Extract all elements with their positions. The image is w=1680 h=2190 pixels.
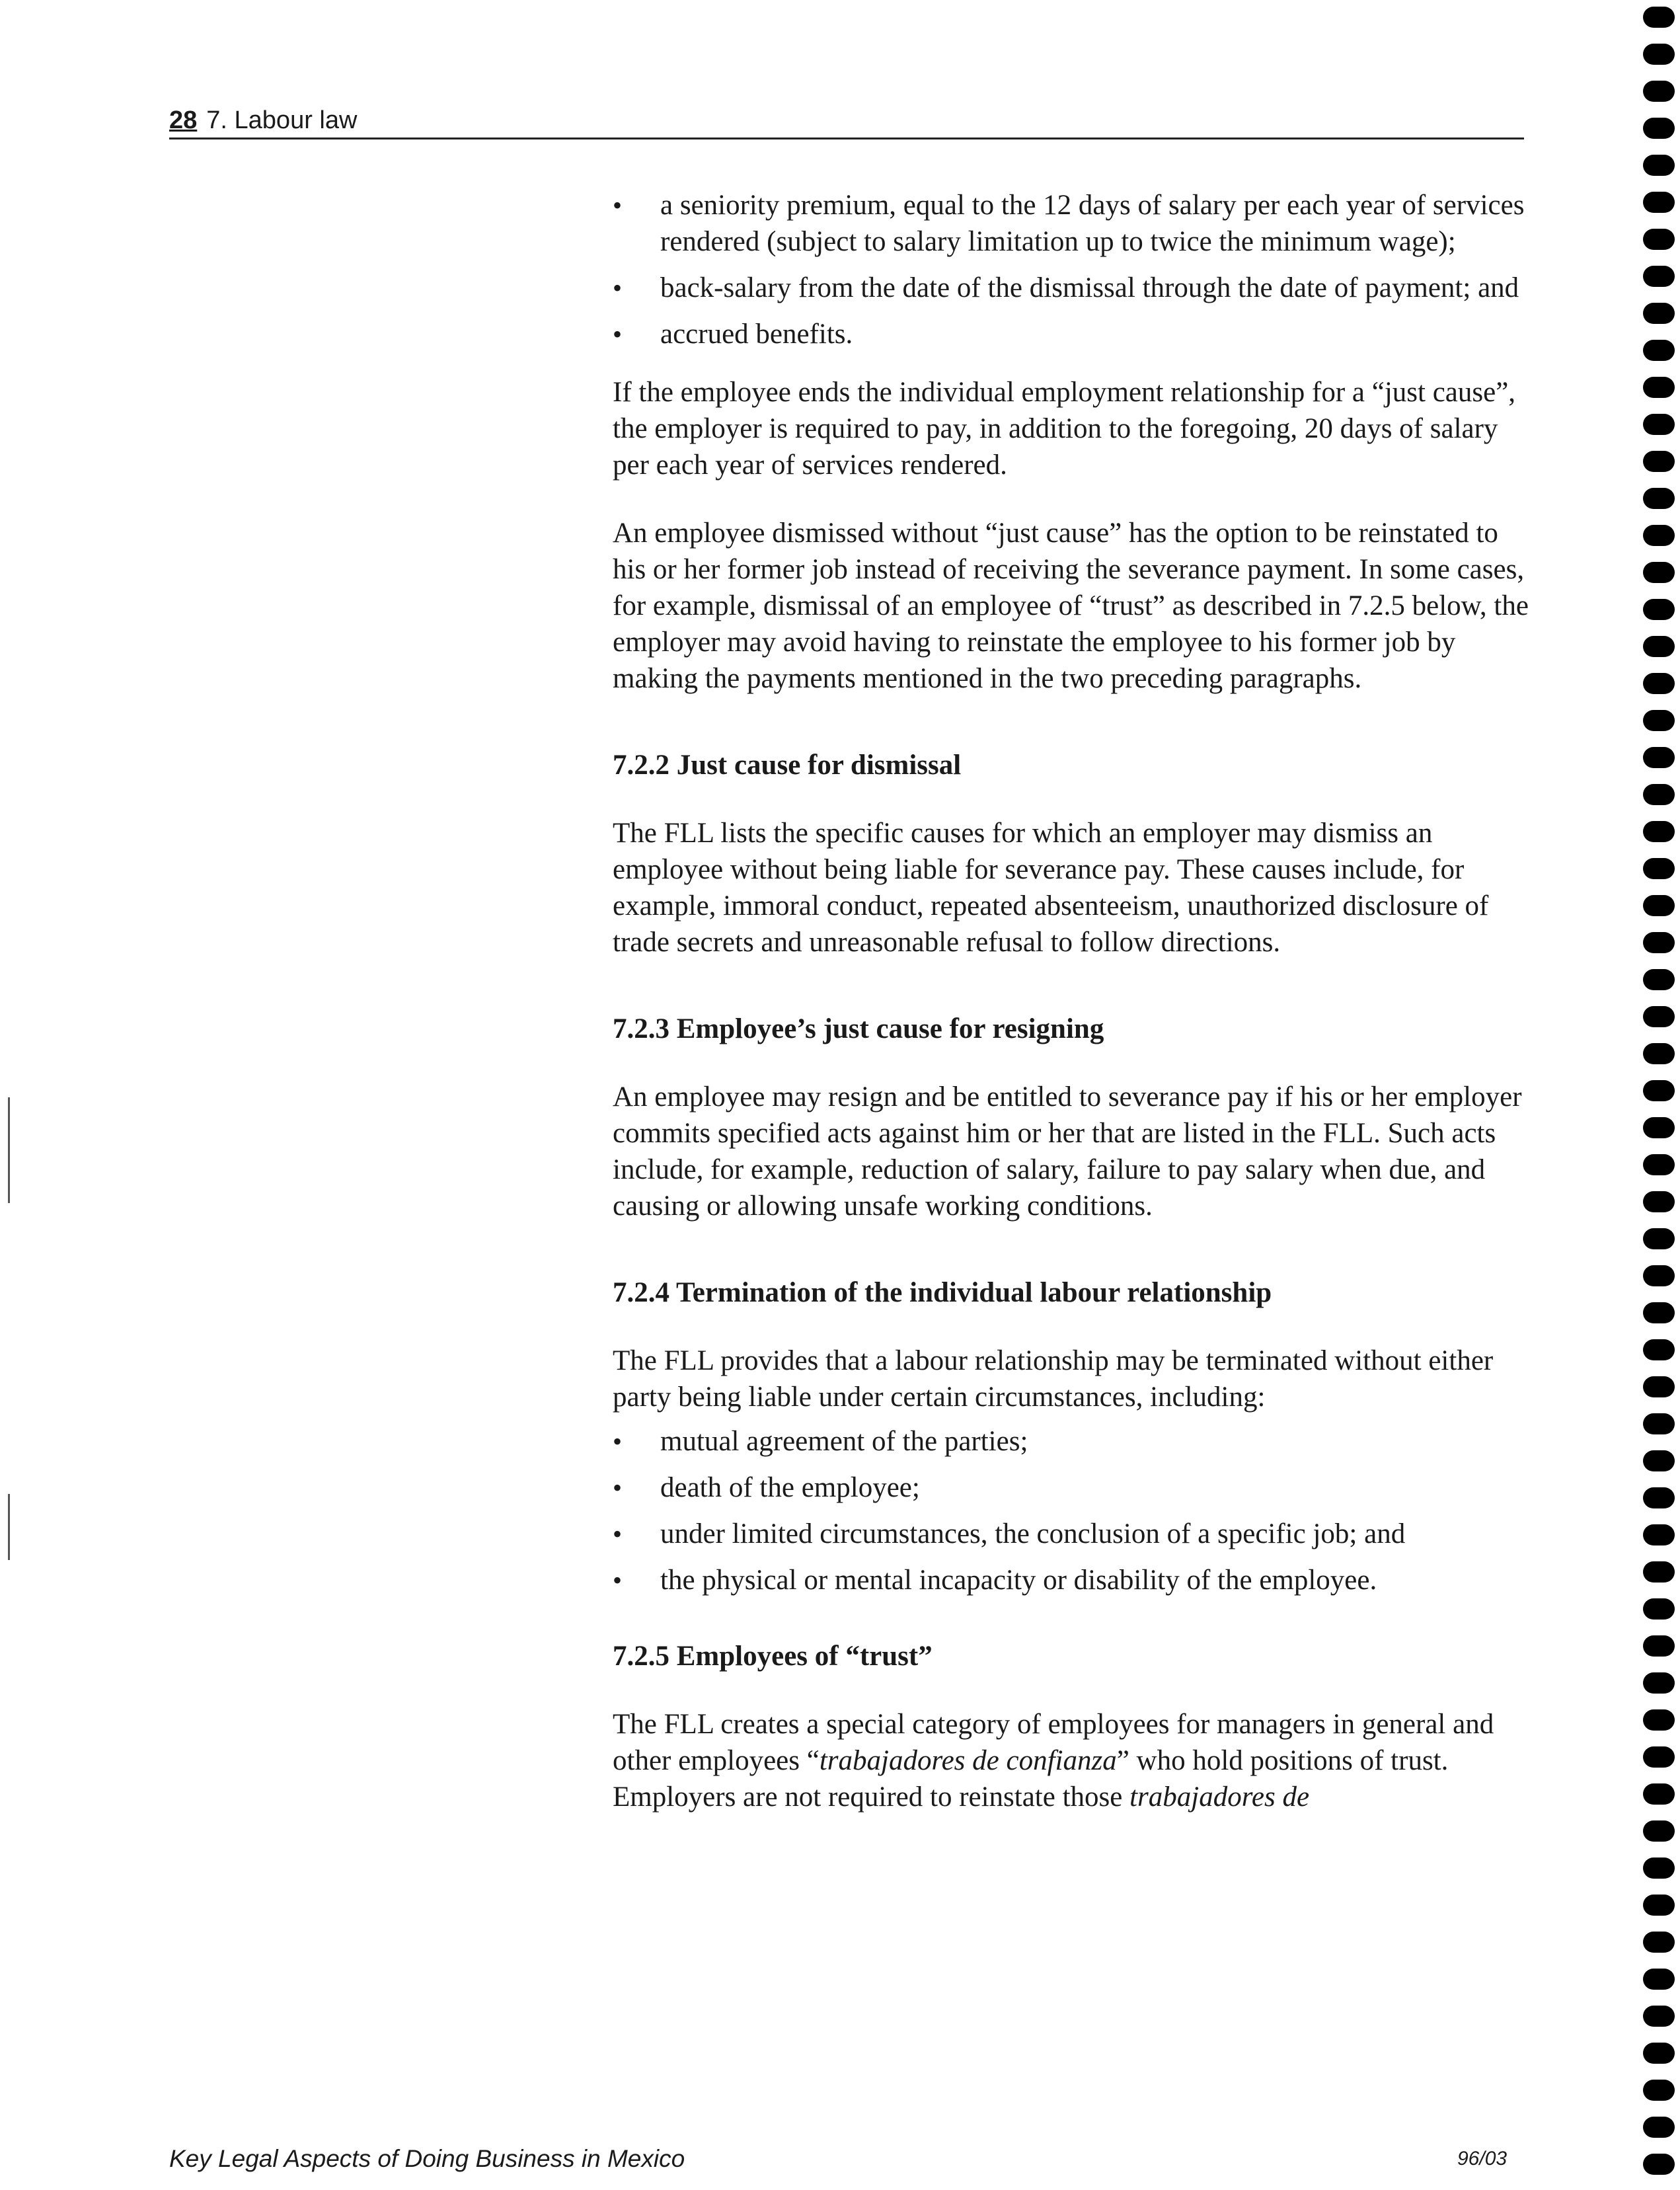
binding-hole	[1643, 118, 1675, 139]
heading-7-2-2: 7.2.2 Just cause for dismissal	[613, 750, 962, 781]
binding-hole	[1643, 7, 1675, 28]
binding-hole	[1643, 673, 1675, 694]
binding-hole	[1643, 1376, 1675, 1397]
binding-hole	[1643, 1265, 1675, 1286]
heading-7-2-4: 7.2.4 Termination of the individual labour relationship	[613, 1277, 1272, 1308]
paragraph-just-cause-employee: If the employee ends the individual employment relationship for a “just cause”, the employer is required to pay, in addition to the foregoing, 20 days of salary per each year of services rendered.	[613, 377, 1516, 481]
binding-hole	[1643, 1450, 1675, 1471]
list-item: • mutual agreement of the parties;	[613, 1423, 1538, 1460]
paragraph-7-2-3: An employee may resign and be entitled to severance pay if his or her employer commits specified acts against him or her that are listed in the FLL. Such acts include, for example, reduction of salary, failure to pay salary when due, and causing or allowing unsafe working conditions.	[613, 1081, 1522, 1222]
binding-hole	[1643, 266, 1675, 287]
binding-hole	[1643, 1635, 1675, 1657]
binding-hole	[1643, 192, 1675, 213]
binding-hole	[1643, 1487, 1675, 1508]
scan-mark	[8, 1097, 10, 1203]
binding-hole	[1643, 44, 1675, 65]
binding-hole	[1643, 1969, 1675, 1990]
severance-bullet-list	[613, 187, 1538, 352]
binding-hole	[1643, 710, 1675, 731]
binding-hole	[1643, 451, 1675, 472]
binding-hole	[1643, 1598, 1675, 1620]
binding-hole	[1643, 636, 1675, 657]
binding-hole	[1643, 1228, 1675, 1249]
binding-hole	[1643, 2154, 1675, 2175]
heading-7-2-5: 7.2.5 Employees of “trust”	[613, 1641, 933, 1672]
binding-hole	[1643, 895, 1675, 916]
binding-hole	[1643, 1524, 1675, 1545]
binding-hole	[1643, 1783, 1675, 1805]
binding-hole	[1643, 2043, 1675, 2064]
paragraph-7-2-5	[613, 1706, 1538, 1815]
binding-hole	[1643, 1117, 1675, 1138]
list-item: • back-salary from the date of the dismissal through the date of payment; and	[613, 270, 1538, 306]
italic-term: trabajadores de	[1129, 1781, 1310, 1813]
binding-hole	[1643, 2006, 1675, 2027]
binding-hole	[1643, 562, 1675, 583]
binding-hole	[1643, 229, 1675, 250]
binding-hole	[1643, 1339, 1675, 1360]
paragraph-7-2-2: The FLL lists the specific causes for which an employer may dismiss an employee without being liable for severance pay. These causes include, for example, immoral conduct, repeated absenteeism, unauthorized disclosure of trade secrets and unreasonable refusal to follow directions.	[613, 818, 1489, 958]
binding-hole	[1643, 1932, 1675, 1953]
list-item: • under limited circumstances, the conclusion of a specific job; and	[613, 1516, 1538, 1552]
binding-holes	[1643, 0, 1680, 2190]
binding-hole	[1643, 525, 1675, 546]
list-item: • the physical or mental incapacity or disability of the employee.	[613, 1562, 1538, 1598]
page-number: 28	[169, 106, 198, 134]
binding-hole	[1643, 340, 1675, 361]
binding-hole	[1643, 1672, 1675, 1694]
binding-hole	[1643, 1820, 1675, 1842]
binding-hole	[1643, 821, 1675, 842]
italic-term: trabajadores de confianza	[819, 1745, 1117, 1776]
page-header	[169, 106, 1524, 139]
binding-hole	[1643, 2080, 1675, 2101]
binding-hole	[1643, 1043, 1675, 1064]
binding-hole	[1643, 1413, 1675, 1434]
paragraph-reinstatement: An employee dismissed without “just cause” has the option to be reinstated to his or her former job instead of receiving the severance payment. In some cases, for example, dismissal of an employee of “trust” as described in 7.2.5 below, the employer may avoid having to reinstate the employee to his former job by making the payments mentioned in the two preceding paragraphs.	[613, 518, 1529, 694]
binding-hole	[1643, 81, 1675, 102]
binding-hole	[1643, 1895, 1675, 1916]
paragraph-7-2-4: The FLL provides that a labour relationship may be terminated without either party being liable under certain circumstances, including:	[613, 1345, 1494, 1413]
list-item: • death of the employee;	[613, 1469, 1538, 1506]
binding-hole	[1643, 2117, 1675, 2138]
binding-hole	[1643, 1561, 1675, 1583]
binding-hole	[1643, 1709, 1675, 1731]
binding-hole	[1643, 932, 1675, 953]
list-item: • a seniority premium, equal to the 12 days of salary per each year of services rendered (subject to salary limitation up to twice the minimum wage);	[613, 187, 1538, 260]
text-segment: ” who hold positions of trust. Employers are not required to reinstate those	[613, 1745, 1449, 1813]
binding-hole	[1643, 1858, 1675, 1879]
binding-hole	[1643, 1191, 1675, 1212]
binding-hole	[1643, 1302, 1675, 1323]
footer-title: Key Legal Aspects of Doing Business in Mexico	[169, 2145, 685, 2172]
binding-hole	[1643, 747, 1675, 768]
binding-hole	[1643, 1746, 1675, 1768]
page-body	[613, 187, 1538, 1815]
list-item: • accrued benefits.	[613, 316, 1538, 352]
binding-hole	[1643, 1080, 1675, 1101]
scan-mark	[8, 1494, 10, 1560]
chapter-title: 7. Labour law	[206, 106, 358, 134]
heading-7-2-3: 7.2.3 Employee’s just cause for resigning	[613, 1013, 1104, 1044]
binding-hole	[1643, 784, 1675, 805]
binding-hole	[1643, 414, 1675, 435]
binding-hole	[1643, 969, 1675, 990]
binding-hole	[1643, 1006, 1675, 1027]
binding-hole	[1643, 1154, 1675, 1175]
binding-hole	[1643, 377, 1675, 398]
text-segment: The FLL creates a special category of employees for managers in general and other employees “	[613, 1709, 1494, 1776]
binding-hole	[1643, 858, 1675, 879]
binding-hole	[1643, 488, 1675, 509]
footer-code: 96/03	[1457, 2148, 1508, 2170]
binding-hole	[1643, 155, 1675, 176]
binding-hole	[1643, 599, 1675, 620]
termination-bullet-list	[613, 1423, 1538, 1598]
binding-hole	[1643, 303, 1675, 324]
